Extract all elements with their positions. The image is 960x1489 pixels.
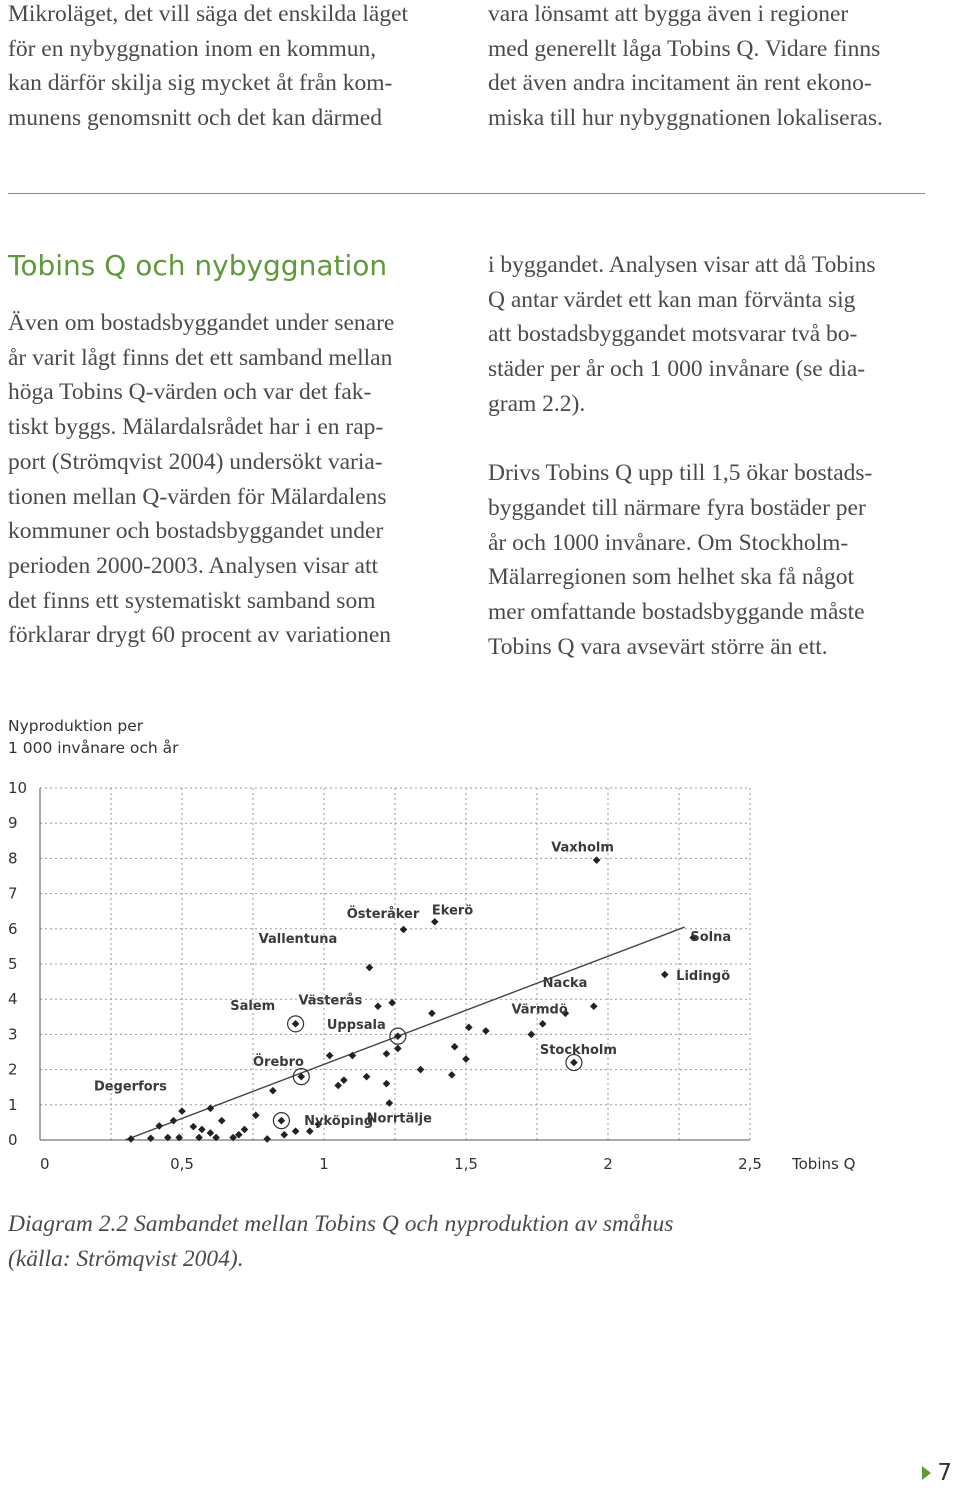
right-paragraph-2 bbox=[488, 456, 876, 664]
data-point bbox=[190, 1123, 198, 1131]
point-label: Lidingö bbox=[676, 968, 731, 984]
x-tick-label: 2,5 bbox=[738, 1155, 762, 1173]
intro-left-column bbox=[8, 0, 408, 136]
data-point bbox=[590, 1002, 598, 1010]
intro-right-line: det även andra incitament än rent ekono- bbox=[488, 70, 872, 97]
data-point bbox=[292, 1127, 300, 1135]
section-right-p2-line: mer omfattande bostadsbyggande måste bbox=[488, 599, 865, 626]
section-right-p2-line: byggandet till närmare fyra bostäder per bbox=[488, 494, 866, 521]
point-label: Degerfors bbox=[93, 1079, 167, 1095]
data-point bbox=[147, 1134, 155, 1142]
data-point bbox=[528, 1031, 536, 1039]
point-label: Ekerö bbox=[431, 903, 474, 919]
data-point bbox=[334, 1082, 342, 1090]
diagram-caption bbox=[8, 1207, 673, 1276]
x-axis-label: Tobins Q bbox=[792, 1155, 856, 1173]
data-point bbox=[366, 964, 374, 972]
y-tick-label: 9 bbox=[8, 814, 18, 833]
page-number bbox=[922, 1460, 952, 1486]
chart-y-axis-label bbox=[8, 715, 179, 759]
y-tick-label: 5 bbox=[8, 955, 18, 973]
x-tick-label: 1 bbox=[319, 1155, 329, 1173]
intro-right-line: miska till hur nybyggnationen lokaliseras. bbox=[488, 105, 883, 132]
intro-left-line: Mikroläget, det vill säga det enskilda läget bbox=[8, 1, 409, 27]
data-point bbox=[417, 1066, 425, 1074]
point-label: Solna bbox=[690, 930, 732, 946]
section-left-line: förklarar drygt 60 procent av variationen bbox=[8, 622, 392, 649]
data-point bbox=[178, 1107, 186, 1115]
data-point bbox=[428, 1009, 436, 1017]
data-point bbox=[383, 1050, 391, 1058]
x-tick-label: 2 bbox=[603, 1155, 613, 1173]
data-point bbox=[400, 926, 408, 934]
point-label: Vallentuna bbox=[258, 931, 338, 947]
y-tick-label: 8 bbox=[8, 849, 18, 868]
chart-y-axis-label-line-2: 1 000 invånare och år bbox=[8, 739, 179, 757]
y-tick-label: 4 bbox=[8, 990, 18, 1009]
section-right-p2-line: Mälarregionen som helhet ska få något bbox=[488, 564, 855, 591]
section-left-line: tionen mellan Q-värden för Mälardalens bbox=[8, 483, 387, 510]
point-label: Västerås bbox=[298, 993, 363, 1009]
point-label: Stockholm bbox=[539, 1042, 617, 1058]
point-label: Salem bbox=[230, 998, 276, 1014]
y-tick-label: 7 bbox=[8, 884, 18, 903]
triangle-right-icon bbox=[922, 1466, 931, 1480]
data-point bbox=[482, 1027, 490, 1035]
section-right-p1-line: gram 2.2). bbox=[488, 390, 586, 417]
point-label: Värmdö bbox=[511, 1002, 568, 1018]
caption-line-2: (källa: Strömqvist 2004). bbox=[8, 1245, 244, 1272]
intro-left-line: för en nybyggnation inom en kommun, bbox=[8, 35, 377, 62]
y-tick-label: 0 bbox=[8, 1131, 18, 1149]
point-label: Vaxholm bbox=[551, 840, 614, 856]
section-left-line: kommuner och bostadsbyggandet under bbox=[8, 518, 384, 545]
intro-right-line: med generellt låga Tobins Q. Vidare finns bbox=[488, 35, 881, 62]
intro-left-line: kan därför skilja sig mycket åt från kom- bbox=[8, 70, 393, 97]
section-right-p1-line: att bostadsbyggandet motsvarar två bo- bbox=[488, 321, 858, 348]
data-point bbox=[280, 1131, 288, 1139]
section-right-p2-line: Tobins Q vara avsevärt större än ett. bbox=[488, 633, 828, 660]
right-paragraph-1 bbox=[488, 248, 876, 422]
data-point bbox=[451, 1043, 459, 1051]
data-point bbox=[340, 1076, 348, 1084]
data-point bbox=[363, 1073, 371, 1081]
section-left-line: år varit lågt finns det ett samband mellan bbox=[8, 344, 393, 371]
data-point bbox=[593, 856, 601, 864]
section-left-line: tiskt byggs. Mälardalsrådet har i en rap- bbox=[8, 414, 384, 441]
data-point bbox=[394, 1045, 402, 1053]
data-point bbox=[388, 999, 396, 1007]
section-left-column bbox=[8, 306, 394, 653]
point-label: Nyköping bbox=[304, 1114, 374, 1130]
section-left-line: höga Tobins Q-värden och var det fak- bbox=[8, 379, 372, 406]
section-right-column bbox=[488, 248, 876, 664]
point-label: Nacka bbox=[542, 975, 588, 991]
data-point-highlighted bbox=[570, 1059, 578, 1067]
y-tick-label: 1 bbox=[8, 1095, 18, 1114]
section-right-p2-line: år och 1000 invånare. Om Stockholm- bbox=[488, 529, 849, 556]
page-number-value: 7 bbox=[937, 1460, 952, 1486]
data-point bbox=[374, 1002, 382, 1010]
point-label: Örebro bbox=[253, 1055, 304, 1071]
data-point-highlighted bbox=[278, 1117, 286, 1125]
intro-left-line: munens genomsnitt och det kan därmed bbox=[8, 105, 382, 132]
x-tick-label: 1,5 bbox=[454, 1155, 478, 1173]
data-point-highlighted bbox=[292, 1020, 300, 1028]
data-point bbox=[218, 1117, 226, 1125]
caption-line-1: Diagram 2.2 Sambandet mellan Tobins Q och nyproduktion av småhus bbox=[8, 1211, 674, 1237]
data-point bbox=[431, 918, 439, 926]
section-left-line: det finns ett systematiskt samband som bbox=[8, 587, 376, 614]
section-right-p1-line: i byggandet. Analysen visar att då Tobins bbox=[488, 252, 876, 278]
y-tick-label: 3 bbox=[8, 1025, 18, 1044]
data-point bbox=[661, 971, 669, 979]
scatter-chart bbox=[0, 770, 960, 1195]
y-tick-label: 6 bbox=[8, 919, 18, 938]
data-point bbox=[263, 1135, 271, 1143]
y-tick-label: 2 bbox=[8, 1060, 18, 1079]
x-tick-label: 0 bbox=[40, 1155, 50, 1173]
point-label: Österåker bbox=[346, 907, 420, 923]
data-point bbox=[386, 1099, 394, 1107]
section-right-p2-line: Drivs Tobins Q upp till 1,5 ökar bostads- bbox=[488, 460, 873, 487]
data-point bbox=[207, 1129, 215, 1137]
section-right-p1-line: städer per år och 1 000 invånare (se dia- bbox=[488, 356, 866, 383]
intro-right-line: vara lönsamt att bygga även i regioner bbox=[488, 1, 849, 27]
data-point bbox=[269, 1087, 277, 1095]
data-point bbox=[326, 1052, 334, 1060]
y-tick-label: 10 bbox=[8, 779, 28, 797]
data-point bbox=[198, 1126, 206, 1134]
section-divider bbox=[8, 193, 925, 194]
data-point bbox=[383, 1080, 391, 1088]
point-label: Uppsala bbox=[326, 1018, 386, 1034]
section-left-line: port (Strömqvist 2004) undersökt varia- bbox=[8, 448, 383, 475]
data-point bbox=[241, 1126, 249, 1134]
data-point bbox=[539, 1020, 547, 1028]
data-point bbox=[462, 1055, 470, 1063]
section-right-p1-line: Q antar värdet ett kan man förvänta sig bbox=[488, 286, 856, 313]
data-point bbox=[448, 1071, 456, 1079]
data-point bbox=[207, 1105, 215, 1113]
section-heading: Tobins Q och nybyggnation bbox=[8, 249, 388, 282]
intro-right-column bbox=[488, 0, 883, 136]
section-left-line: perioden 2000-2003. Analysen visar att bbox=[8, 552, 379, 579]
chart-y-axis-label-line-1: Nyproduktion per bbox=[8, 717, 144, 735]
x-tick-label: 0,5 bbox=[170, 1155, 194, 1173]
point-label: Norrtälje bbox=[366, 1111, 432, 1127]
section-left-line: Även om bostadsbyggandet under senare bbox=[8, 310, 395, 336]
